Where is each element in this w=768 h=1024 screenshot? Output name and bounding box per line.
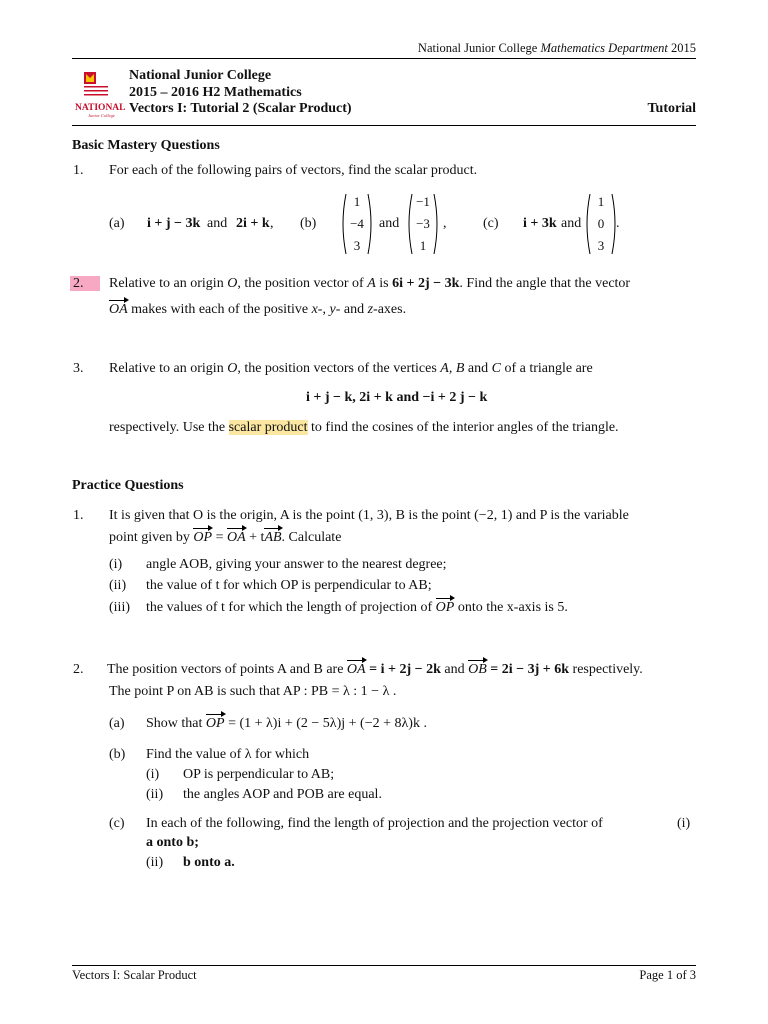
vector-expression: i + 3k	[523, 216, 557, 231]
running-header-plain: National Junior College	[417, 41, 541, 55]
vector-oa: OA	[226, 530, 246, 545]
question-number	[73, 276, 100, 292]
question-text: Relative to an origin O, the position vector of A is 6i + 2j − 3k. Find the angle that the vector	[109, 276, 631, 291]
question-number: 1.	[73, 163, 84, 178]
vector-component: 3	[353, 238, 361, 253]
column-vector	[584, 192, 618, 256]
part-label: (c)	[109, 816, 125, 831]
part-text: Show that OP = (1 + λ)i + (2 − 5λ)j + (−2 + 8λ)k .	[146, 716, 427, 731]
document-title	[129, 68, 352, 118]
vector-list: i + j − k, 2i + k and −i + 2 j − k	[306, 390, 488, 405]
part-label: (a)	[109, 216, 125, 231]
part-label: (a)	[109, 716, 125, 731]
page-number: Page 1 of 3	[639, 968, 696, 982]
sub-part-text: b onto a.	[183, 855, 235, 870]
vector-ob: OB	[468, 662, 487, 677]
running-header-year: 2015	[667, 41, 696, 55]
part-text: Find the value of λ for which	[146, 747, 310, 762]
college-crest-icon	[74, 69, 126, 121]
title-line-topic: Vectors I: Tutorial 2 (Scalar Product)	[129, 101, 352, 116]
vector-expression: i + j − 3k	[147, 216, 201, 231]
vector-oa: OA	[346, 662, 366, 677]
part-label: (c)	[483, 216, 499, 231]
vector-component: 1	[419, 238, 427, 253]
footer-rule	[72, 965, 696, 966]
sub-part-text: the angles AOP and POB are equal.	[183, 787, 382, 802]
sub-part-label: (ii)	[146, 855, 164, 870]
question-text-continued: point given by OP = OA + tAB. Calculate	[109, 530, 342, 545]
highlighted-question-number: 2.	[70, 276, 100, 291]
sub-part-label: (i)	[146, 767, 160, 782]
section-heading-practice: Practice Questions	[72, 478, 184, 493]
punctuation: ,	[443, 216, 447, 231]
title-rule	[72, 125, 696, 126]
sub-part-label: (ii)	[146, 787, 164, 802]
header-rule	[72, 58, 696, 59]
vector-ab: AB	[264, 530, 282, 545]
vector-component: 0	[597, 216, 605, 231]
sub-part-text: the values of t for which the length of projection of OP onto the x-axis is 5.	[146, 600, 568, 615]
sub-part-text: a onto b;	[146, 835, 199, 850]
question-text-continued: The point P on AB is such that AP : PB = λ : 1 − λ .	[109, 684, 397, 699]
conjunction-text: and	[379, 216, 400, 231]
vector-component: −4	[350, 216, 364, 231]
conjunction-text: and	[207, 216, 228, 231]
vector-op: OP	[435, 600, 455, 615]
vector-component: 1	[353, 194, 361, 209]
vector-component: 1	[597, 194, 605, 209]
question-text: The position vectors of points A and B are OA = i + 2j − 2k and OB = 2i − 3j + 6k respectively.	[107, 662, 643, 677]
vector-expression: 2i + k	[236, 216, 270, 231]
sub-part-label: (i)	[677, 816, 691, 831]
vector-op: OP	[205, 716, 225, 731]
title-line-college: National Junior College	[129, 68, 272, 83]
college-logo	[74, 69, 126, 121]
running-header	[418, 41, 696, 56]
section-heading-basic: Basic Mastery Questions	[72, 138, 220, 153]
vector-component: −1	[416, 194, 430, 209]
part-label: (b)	[300, 216, 317, 231]
question-number: 3.	[73, 361, 84, 376]
part-label: (b)	[109, 747, 126, 762]
sub-part-text: angle AOB, giving your answer to the nearest degree;	[146, 557, 447, 572]
question-text: Relative to an origin O, the position vectors of the vertices A, B and C of a triangle are	[109, 361, 593, 376]
vector-oa: OA	[109, 302, 128, 317]
column-vector	[340, 192, 374, 256]
vector-op: OP	[193, 530, 213, 545]
question-text: For each of the following pairs of vectors, find the scalar product.	[109, 163, 478, 178]
part-text: In each of the following, find the length of projection and the projection vector of	[146, 816, 603, 831]
conjunction-text: and	[561, 216, 582, 231]
title-line-course: 2015 – 2016 H2 Mathematics	[129, 84, 302, 100]
footer-title: Vectors I: Scalar Product	[72, 968, 197, 982]
running-header-italic: Mathematics Department	[540, 41, 668, 55]
sub-part-label: (i)	[109, 557, 123, 572]
tutorial-label: Tutorial	[647, 101, 696, 116]
sub-part-label: (ii)	[109, 578, 127, 593]
vector-component: 3	[597, 238, 605, 253]
punctuation: .	[616, 216, 620, 231]
column-vector	[406, 192, 440, 256]
logo-subtext: Junior College	[88, 113, 115, 118]
question-text: It is given that O is the origin, A is the point (1, 3), B is the point (−2, 1) and P is the variable	[109, 508, 629, 523]
question-number: 2.	[73, 662, 84, 677]
sub-part-text: the value of t for which OP is perpendicular to AB;	[146, 578, 432, 593]
punctuation: ,	[270, 216, 274, 231]
question-text-continued: OA makes with each of the positive x-, y- and z-axes.	[109, 302, 407, 317]
sub-part-label: (iii)	[109, 600, 130, 615]
vector-component: −3	[416, 216, 430, 231]
vector-expression: 6i + 2j − 3k	[392, 276, 460, 291]
question-number: 1.	[73, 508, 84, 523]
logo-text: NATIONAL	[75, 103, 126, 113]
highlighted-phrase: scalar product	[228, 420, 308, 435]
sub-part-text: OP is perpendicular to AB;	[183, 767, 335, 782]
question-text-continued: respectively. Use the scalar product to find the cosines of the interior angles of the triangle.	[109, 420, 619, 435]
